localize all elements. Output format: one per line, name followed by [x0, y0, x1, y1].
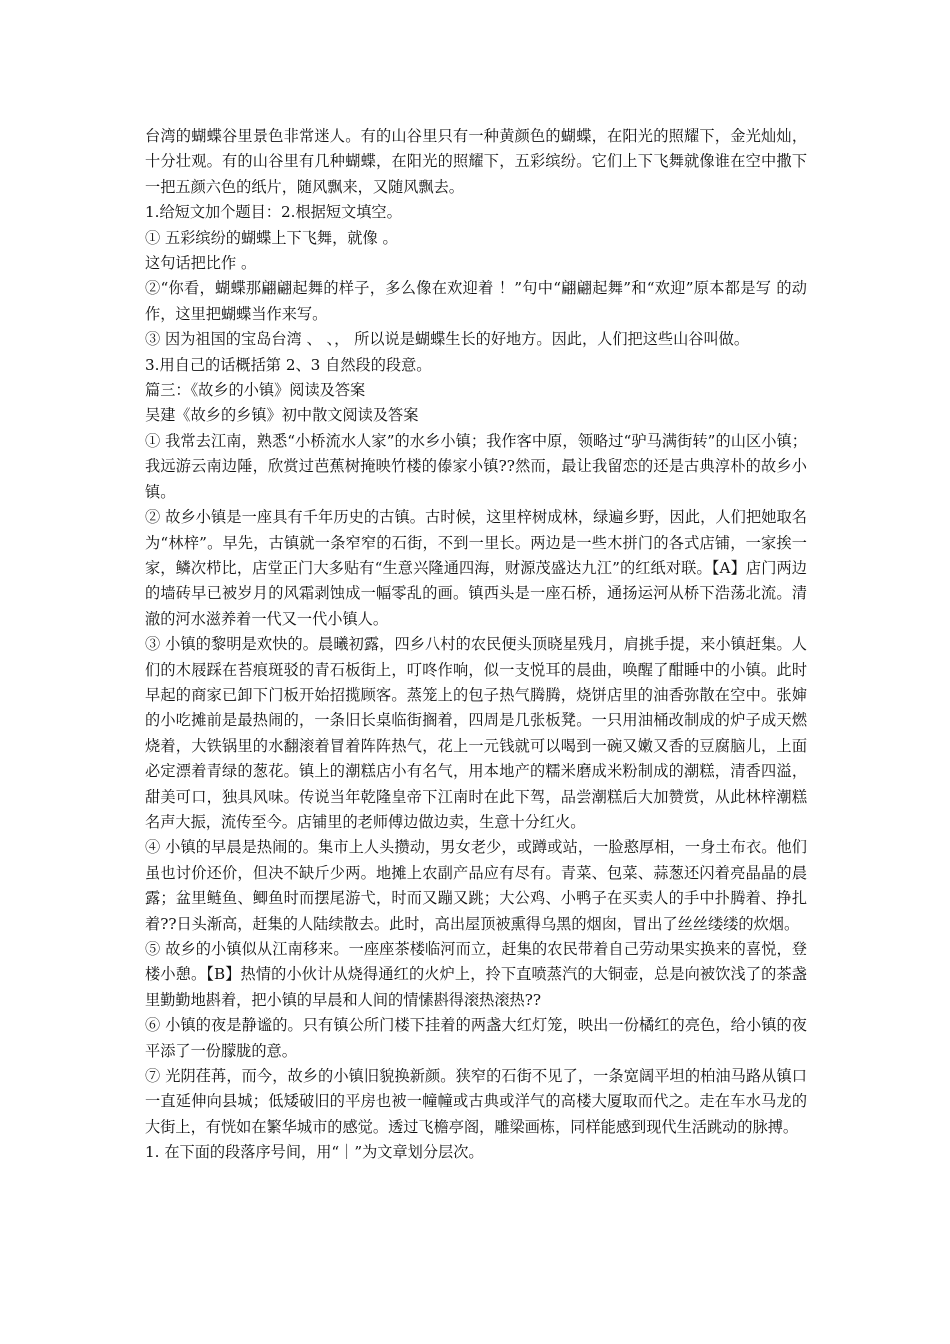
- fill-blank-1: ① 五彩缤纷的蝴蝶上下飞舞，就像 。: [145, 228, 398, 247]
- article-title: 吴建《故乡的乡镇》初中散文阅读及答案: [145, 406, 419, 425]
- paragraph-2: ② 故乡小镇是一座具有千年历史的古镇。古时候，这里梓树成林，绿遍乡野，因此，人们把她取名为“林梓”。早先，古镇就一条窄窄的石街，不到一里长。两边是一些木拼门的各式店铺，一家挨一家，鳞次栉比，店堂正门大多贴有“生意兴隆通四海，财源茂盛达九江”的红纸对联。【A】店门两边的墙砖早已被岁月的风霜剥蚀成一幅零乱的画。镇西头是一座石桥，通扬运河从桥下浩荡北流。清澈的河水滋养着一代又一代小镇人。: [145, 508, 807, 628]
- question-divide-layers: 1. 在下面的段落序号间，用“｜”为文章划分层次。: [145, 1143, 484, 1162]
- document-page: [145, 124, 807, 1166]
- fill-blank-3: ③ 因为祖国的宝岛台湾 、 、， 所以说是蝴蝶生长的好地方。因此，人们把这些山谷叫做。: [145, 330, 750, 349]
- fill-blank-metaphor: 这句话把比作 。: [145, 254, 257, 273]
- question-3: 3.用自己的话概括第 2、3 自然段的段意。: [145, 355, 432, 374]
- paragraph-5: ⑤ 故乡的小镇似从江南移来。一座座茶楼临河而立，赶集的农民带着自己劳动果实换来的喜悦，登楼小憩。【B】热情的小伙计从烧得通红的火炉上，拎下直喷蒸汽的大铜壶，总是向被饮浅了的茶盏里勤勤地斟着，把小镇的早晨和人间的情愫斟得滚热滚热??: [145, 940, 807, 1009]
- fill-blank-2: ②“你看，蝴蝶那翩翩起舞的样子，多么像在欢迎着 ！”句中“翩翩起舞”和“欢迎”原本都是写 的动作，这里把蝴蝶当作来写。: [145, 279, 807, 323]
- butterfly-valley-passage: 台湾的蝴蝶谷里景色非常迷人。有的山谷里只有一种黄颜色的蝴蝶，在阳光的照耀下，金光灿灿，十分壮观。有的山谷里有几种蝴蝶，在阳光的照耀下，五彩缤纷。它们上下飞舞就像谁在空中撒下一把五颜六色的纸片，随风飘来，又随风飘去。: [145, 127, 807, 196]
- paragraph-4: ④ 小镇的早晨是热闹的。集市上人头攒动，男女老少，或蹲或站，一脸憨厚相，一身土布衣。他们虽也讨价还价，但决不缺斤少两。地摊上农副产品应有尽有。青菜、包菜、蒜葱还闪着亮晶晶的晨露；盆里鲢鱼、鲫鱼时而摆尾游弋，时而又蹦又跳；大公鸡、小鸭子在买卖人的手中扑腾着、挣扎着??日头渐高，赶集的人陆续散去。此时，高出屋顶被熏得乌黑的烟囱，冒出了丝丝缕缕的炊烟。: [145, 838, 807, 933]
- paragraph-1: ① 我常去江南，熟悉“小桥流水人家”的水乡小镇；我作客中原，领略过“驴马满街转”的山区小镇；我远游云南边陲，欣赏过芭蕉树掩映竹楼的傣家小镇??然而，最让我留恋的还是古典淳朴的故乡小镇。: [145, 431, 807, 501]
- question-1-2: 1.给短文加个题目：2.根据短文填空。: [145, 203, 402, 222]
- section-heading: 篇三：《故乡的小镇》阅读及答案: [145, 381, 366, 400]
- paragraph-7: ⑦ 光阴荏苒，而今，故乡的小镇旧貌换新颜。狭窄的石街不见了，一条宽阔平坦的柏油马路从镇口一直延伸向县城；低矮破旧的平房也被一幢幢或古典或洋气的高楼大厦取而代之。走在车水马龙的大街上，有恍如在繁华城市的感觉。透过飞檐亭阁，雕梁画栋，同样能感到现代生活跳动的脉搏。: [145, 1067, 807, 1136]
- paragraph-6: ⑥ 小镇的夜是静谧的。只有镇公所门楼下挂着的两盏大红灯笼，映出一份橘红的亮色，给小镇的夜平添了一份朦胧的意。: [145, 1016, 807, 1060]
- paragraph-3: ③ 小镇的黎明是欢快的。晨曦初露，四乡八村的农民便头顶晓星残月，肩挑手提，来小镇赶集。人们的木屐踩在苔痕斑驳的青石板街上，叮咚作响，似一支悦耳的晨曲，唤醒了酣睡中的小镇。此时早起的商家已卸下门板开始招揽顾客。蒸笼上的包子热气腾腾，烧饼店里的油香弥散在空中。张婶的小吃摊前是最热闹的，一条旧长桌临街搁着，四周是几张板凳。一只用油桶改制成的炉子成天燃烧着，大铁锅里的水翻滚着冒着阵阵热气，花上一元钱就可以喝到一碗又嫩又香的豆腐脑儿，上面必定漂着青绿的葱花。镇上的潮糕店小有名气，用本地产的糯米磨成米粉制成的潮糕，清香四溢，甜美可口，独具风味。传说当年乾隆皇帝下江南时在此下驾，品尝潮糕后大加赞赏，从此林梓潮糕名声大振，流传至今。店铺里的老师傅边做边卖，生意十分红火。: [145, 635, 807, 831]
